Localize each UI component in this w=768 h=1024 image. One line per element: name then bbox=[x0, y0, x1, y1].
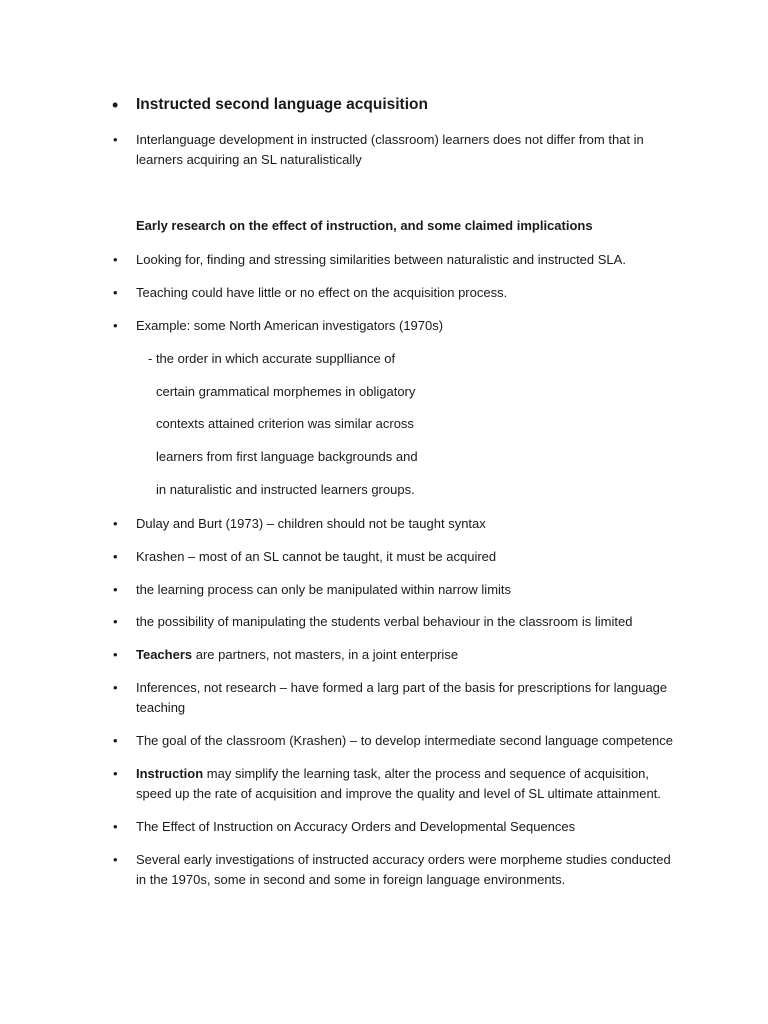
list-item: Teaching could have little or no effect on the acquisition process. bbox=[136, 285, 508, 300]
list-item: Looking for, finding and stressing similarities between naturalistic and instructed SLA. bbox=[136, 252, 626, 267]
bullet: • bbox=[113, 582, 118, 597]
example-line: learners from first language backgrounds and bbox=[156, 449, 418, 464]
bold-term: Instruction bbox=[136, 766, 204, 781]
list-item: Krashen – most of an SL cannot be taught, it must be acquired bbox=[136, 549, 497, 564]
example-line: contexts attained criterion was similar across bbox=[156, 416, 414, 431]
bullet: • bbox=[113, 680, 118, 695]
bullet: • bbox=[113, 647, 118, 662]
bullet: • bbox=[113, 819, 118, 834]
bullet: • bbox=[113, 852, 118, 867]
bullet: • bbox=[113, 132, 118, 147]
bullet: • bbox=[113, 318, 118, 333]
bullet: • bbox=[113, 549, 118, 564]
list-item: the learning process can only be manipulated within narrow limits bbox=[136, 582, 512, 597]
bold-term: Teachers bbox=[136, 647, 193, 662]
list-item-text: may simplify the learning task, alter the process and sequence of acquisition, speed up the rate of acquisition and improve the quality and level of SL ultimate attainment. bbox=[136, 766, 661, 801]
intro-paragraph: Interlanguage development in instructed (classroom) learners does not differ from that in learners acquiring an SL naturalistically bbox=[136, 132, 644, 167]
bullet: • bbox=[113, 516, 118, 531]
list-item: The goal of the classroom (Krashen) – to develop intermediate second language competence bbox=[136, 733, 673, 748]
section-subheading: Early research on the effect of instruction, and some claimed implications bbox=[136, 218, 593, 233]
document-title: Instructed second language acquisition bbox=[136, 96, 428, 113]
bullet: • bbox=[113, 285, 118, 300]
list-item: Inferences, not research – have formed a larg part of the basis for prescriptions for language teaching bbox=[136, 680, 668, 715]
list-item bbox=[136, 645, 681, 665]
list-item: the possibility of manipulating the students verbal behaviour in the classroom is limited bbox=[136, 614, 633, 629]
bullet: • bbox=[113, 766, 118, 781]
list-item: The Effect of Instruction on Accuracy Orders and Developmental Sequences bbox=[136, 819, 576, 834]
bullet: • bbox=[112, 95, 119, 115]
bullet: • bbox=[113, 252, 118, 267]
list-item: Dulay and Burt (1973) – children should not be taught syntax bbox=[136, 516, 486, 531]
example-line: in naturalistic and instructed learners groups. bbox=[156, 482, 415, 497]
list-item: Several early investigations of instructed accuracy orders were morpheme studies conducted in the 1970s, some in second and some in foreign language environments. bbox=[136, 852, 671, 887]
list-item-text: are partners, not masters, in a joint enterprise bbox=[192, 647, 459, 662]
example-line: - the order in which accurate supplliance of bbox=[148, 351, 396, 366]
list-item bbox=[136, 764, 681, 804]
list-item: Example: some North American investigators (1970s) bbox=[136, 318, 444, 333]
example-line: certain grammatical morphemes in obligatory bbox=[156, 384, 416, 399]
bullet: • bbox=[113, 614, 118, 629]
bullet: • bbox=[113, 733, 118, 748]
